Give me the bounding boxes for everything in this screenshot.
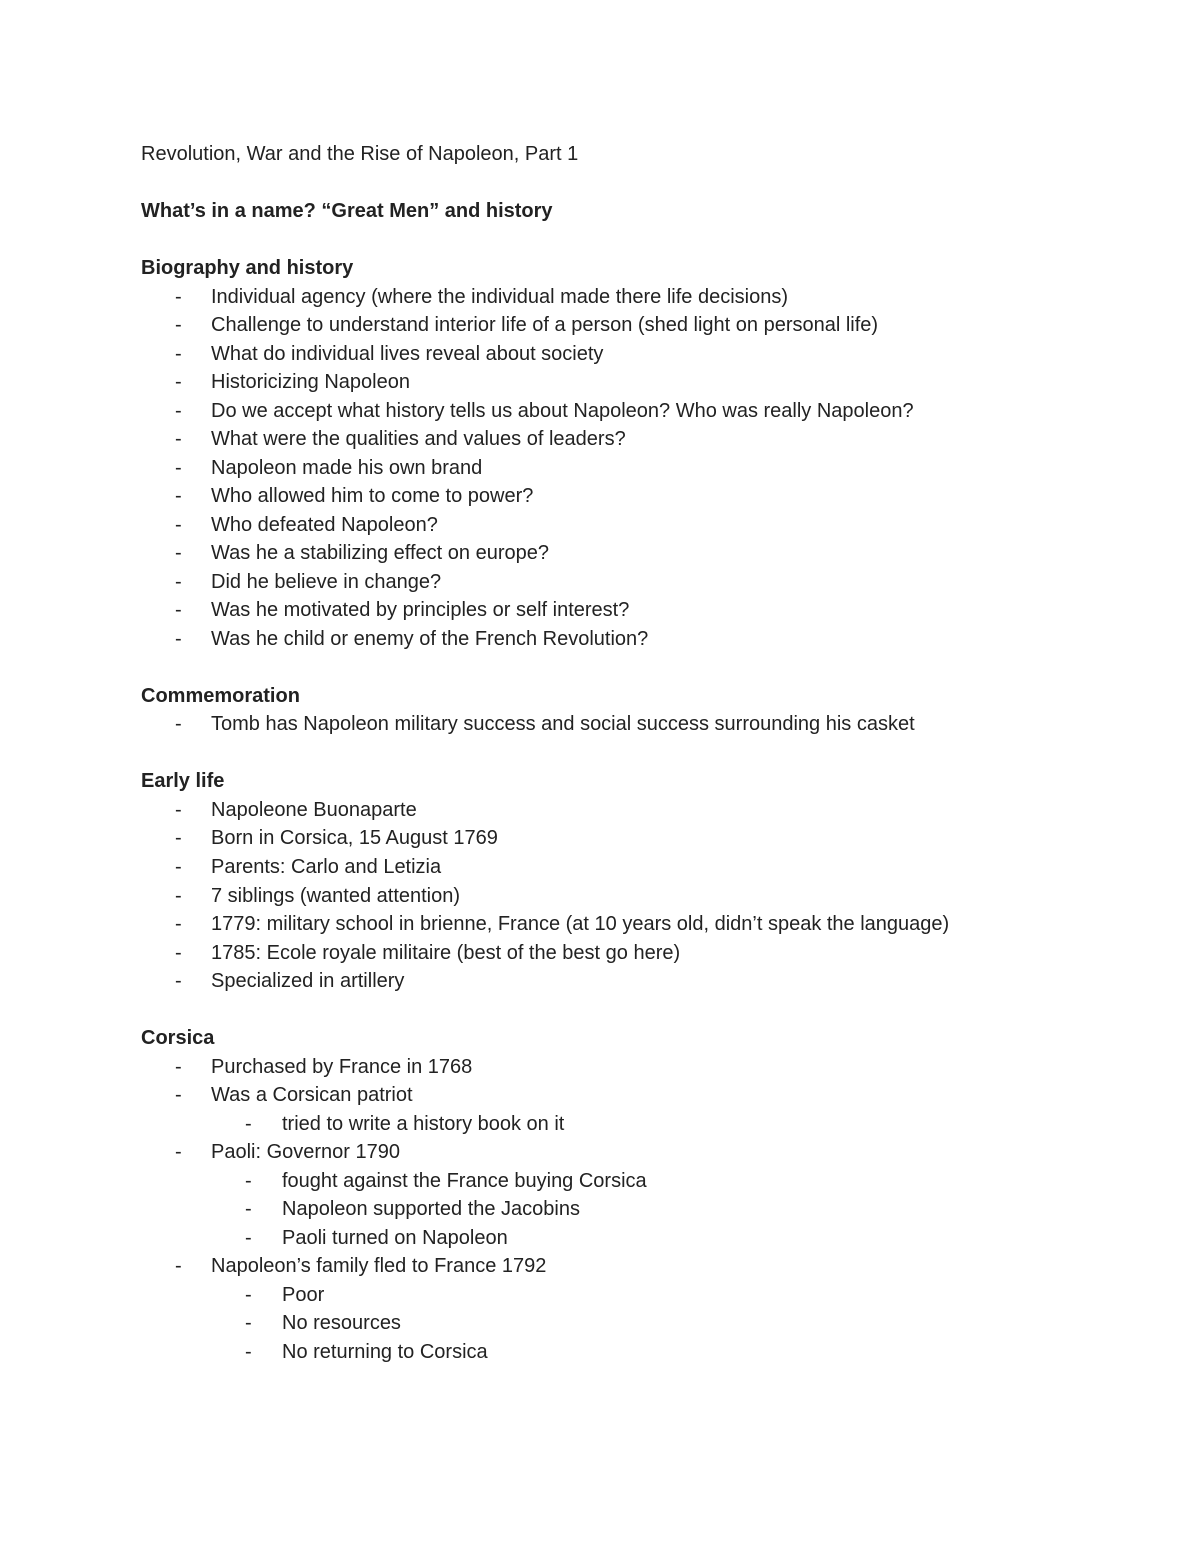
- bullet-dash: -: [175, 400, 182, 422]
- list-item: 1785: Ecole royale militaire (best of the best go here): [211, 942, 681, 964]
- list-item: Challenge to understand interior life of a person (shed light on personal life): [211, 314, 879, 336]
- list-item: Purchased by France in 1768: [211, 1056, 473, 1078]
- bullet-dash: -: [175, 286, 182, 308]
- bullet-dash: -: [175, 514, 182, 536]
- list-item: What do individual lives reveal about society: [211, 343, 604, 365]
- sub-list-item: No resources: [282, 1312, 401, 1334]
- bullet-dash: -: [175, 628, 182, 650]
- list-item: 7 siblings (wanted attention): [211, 885, 461, 907]
- bullet-dash: -: [175, 913, 182, 935]
- bullet-dash: -: [245, 1170, 252, 1192]
- document-title: Revolution, War and the Rise of Napoleon, Part 1: [141, 143, 579, 165]
- list-item: Was he a stabilizing effect on europe?: [211, 542, 549, 564]
- list-item: Was he child or enemy of the French Revolution?: [211, 628, 649, 650]
- sub-list-item: tried to write a history book on it: [282, 1113, 565, 1135]
- bullet-dash: -: [245, 1198, 252, 1220]
- sub-list-item: Poor: [282, 1284, 325, 1306]
- list-item: Parents: Carlo and Letizia: [211, 856, 442, 878]
- list-item: Was he motivated by principles or self interest?: [211, 599, 630, 621]
- list-item: Born in Corsica, 15 August 1769: [211, 827, 498, 849]
- bullet-dash: -: [175, 827, 182, 849]
- bullet-dash: -: [245, 1284, 252, 1306]
- bullet-dash: -: [175, 485, 182, 507]
- bullet-dash: -: [175, 885, 182, 907]
- bullet-dash: -: [175, 428, 182, 450]
- bullet-dash: -: [175, 970, 182, 992]
- bullet-dash: -: [175, 571, 182, 593]
- list-item: Napoleon made his own brand: [211, 457, 483, 479]
- bullet-dash: -: [175, 542, 182, 564]
- bullet-dash: -: [175, 599, 182, 621]
- list-item: Who allowed him to come to power?: [211, 485, 534, 507]
- list-item: Tomb has Napoleon military success and social success surrounding his casket: [211, 713, 915, 735]
- list-item: Paoli: Governor 1790: [211, 1141, 401, 1163]
- bullet-dash: -: [175, 371, 182, 393]
- sub-list-item: fought against the France buying Corsica: [282, 1170, 647, 1192]
- bullet-dash: -: [175, 1141, 182, 1163]
- list-item: Did he believe in change?: [211, 571, 442, 593]
- bullet-dash: -: [245, 1113, 252, 1135]
- list-item: Napoleone Buonaparte: [211, 799, 417, 821]
- bullet-dash: -: [175, 1255, 182, 1277]
- bullet-dash: -: [175, 799, 182, 821]
- list-item: Was a Corsican patriot: [211, 1084, 413, 1106]
- sub-list-item: No returning to Corsica: [282, 1341, 488, 1363]
- bullet-dash: -: [175, 713, 182, 735]
- list-item: Who defeated Napoleon?: [211, 514, 438, 536]
- list-item: What were the qualities and values of leaders?: [211, 428, 626, 450]
- list-item: Individual agency (where the individual made there life decisions): [211, 286, 788, 308]
- list-item: Historicizing Napoleon: [211, 371, 410, 393]
- bullet-dash: -: [175, 343, 182, 365]
- section-heading: Biography and history: [141, 257, 354, 279]
- sub-list-item: Napoleon supported the Jacobins: [282, 1198, 580, 1220]
- bullet-dash: -: [175, 314, 182, 336]
- bullet-dash: -: [175, 942, 182, 964]
- section-heading: Early life: [141, 770, 225, 792]
- list-item: Napoleon’s family fled to France 1792: [211, 1255, 547, 1277]
- section-heading: What’s in a name? “Great Men” and history: [141, 200, 553, 222]
- list-item: Specialized in artillery: [211, 970, 405, 992]
- list-item: Do we accept what history tells us about Napoleon? Who was really Napoleon?: [211, 400, 914, 422]
- list-item: 1779: military school in brienne, France (at 10 years old, didn’t speak the language): [211, 913, 950, 935]
- bullet-dash: -: [245, 1341, 252, 1363]
- bullet-dash: -: [175, 1056, 182, 1078]
- bullet-dash: -: [245, 1227, 252, 1249]
- section-heading: Corsica: [141, 1027, 215, 1049]
- section-heading: Commemoration: [141, 685, 300, 707]
- bullet-dash: -: [245, 1312, 252, 1334]
- bullet-dash: -: [175, 856, 182, 878]
- sub-list-item: Paoli turned on Napoleon: [282, 1227, 508, 1249]
- bullet-dash: -: [175, 1084, 182, 1106]
- bullet-dash: -: [175, 457, 182, 479]
